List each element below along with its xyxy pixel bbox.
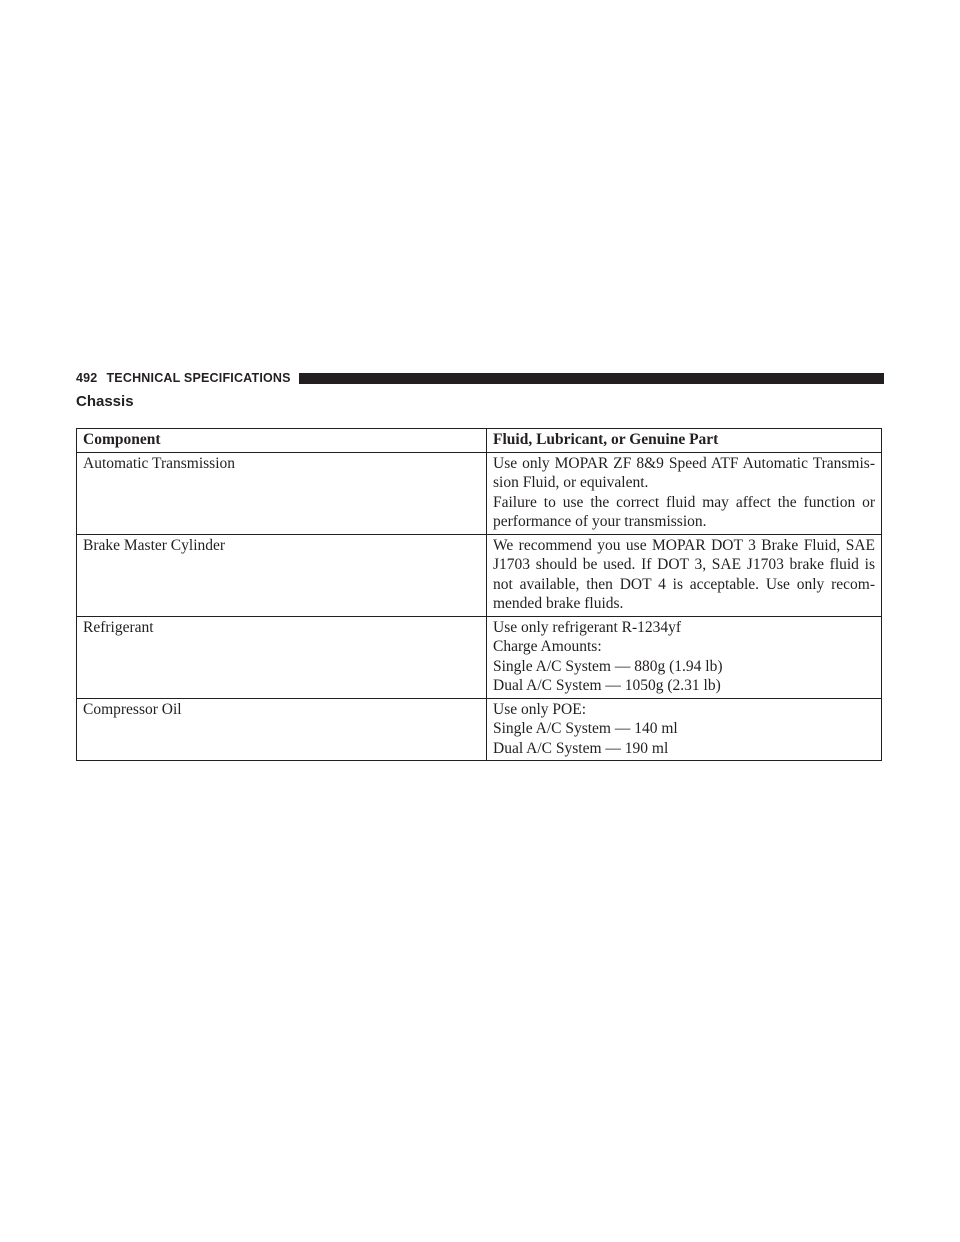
fluid-line: We recommend you use MOPAR DOT 3 Brake Fluid, SAE J1703 should be used. If DOT 3, SAE J1703 brake fluid is not available, then DOT 4 is acceptable. Use only recom-mended brake fluids. [493, 536, 875, 612]
chassis-spec-table [76, 428, 882, 761]
header-rule [299, 373, 884, 384]
column-header-fluid: Fluid, Lubricant, or Genuine Part [487, 429, 882, 453]
fluid-line: Use only POE: [493, 700, 586, 718]
section-title: TECHNICAL SPECIFICATIONS [106, 371, 291, 385]
component-cell: Compressor Oil [77, 698, 487, 761]
fluid-cell [487, 534, 882, 616]
fluid-line: Charge Amounts: [493, 638, 602, 655]
fluid-line: Dual A/C System — 1050g (2.31 lb) [493, 677, 721, 694]
fluid-line: Single A/C System — 880g (1.94 lb) [493, 657, 723, 675]
component-cell: Automatic Transmission [77, 452, 487, 534]
fluid-line: Dual A/C System — 190 ml [493, 739, 669, 757]
fluid-line: Single A/C System — 140 ml [493, 720, 678, 737]
fluid-cell [487, 452, 882, 534]
table-row [77, 698, 882, 761]
component-cell: Refrigerant [77, 616, 487, 698]
component-cell: Brake Master Cylinder [77, 534, 487, 616]
fluid-line: Use only MOPAR ZF 8&9 Speed ATF Automatic Transmis-sion Fluid, or equivalent. [493, 454, 875, 491]
fluid-line: Use only refrigerant R-1234yf [493, 618, 682, 636]
column-header-component: Component [77, 429, 487, 453]
fluid-cell [487, 616, 882, 698]
fluid-cell [487, 698, 882, 761]
page-number: 492 [76, 371, 98, 385]
table-row [77, 616, 882, 698]
fluid-line: Failure to use the correct fluid may affect the function or performance of your transmission. [493, 493, 875, 530]
table-row [77, 452, 882, 534]
chassis-heading: Chassis [76, 393, 134, 410]
page-header [76, 369, 884, 387]
table-header-row [77, 429, 882, 453]
table-row [77, 534, 882, 616]
